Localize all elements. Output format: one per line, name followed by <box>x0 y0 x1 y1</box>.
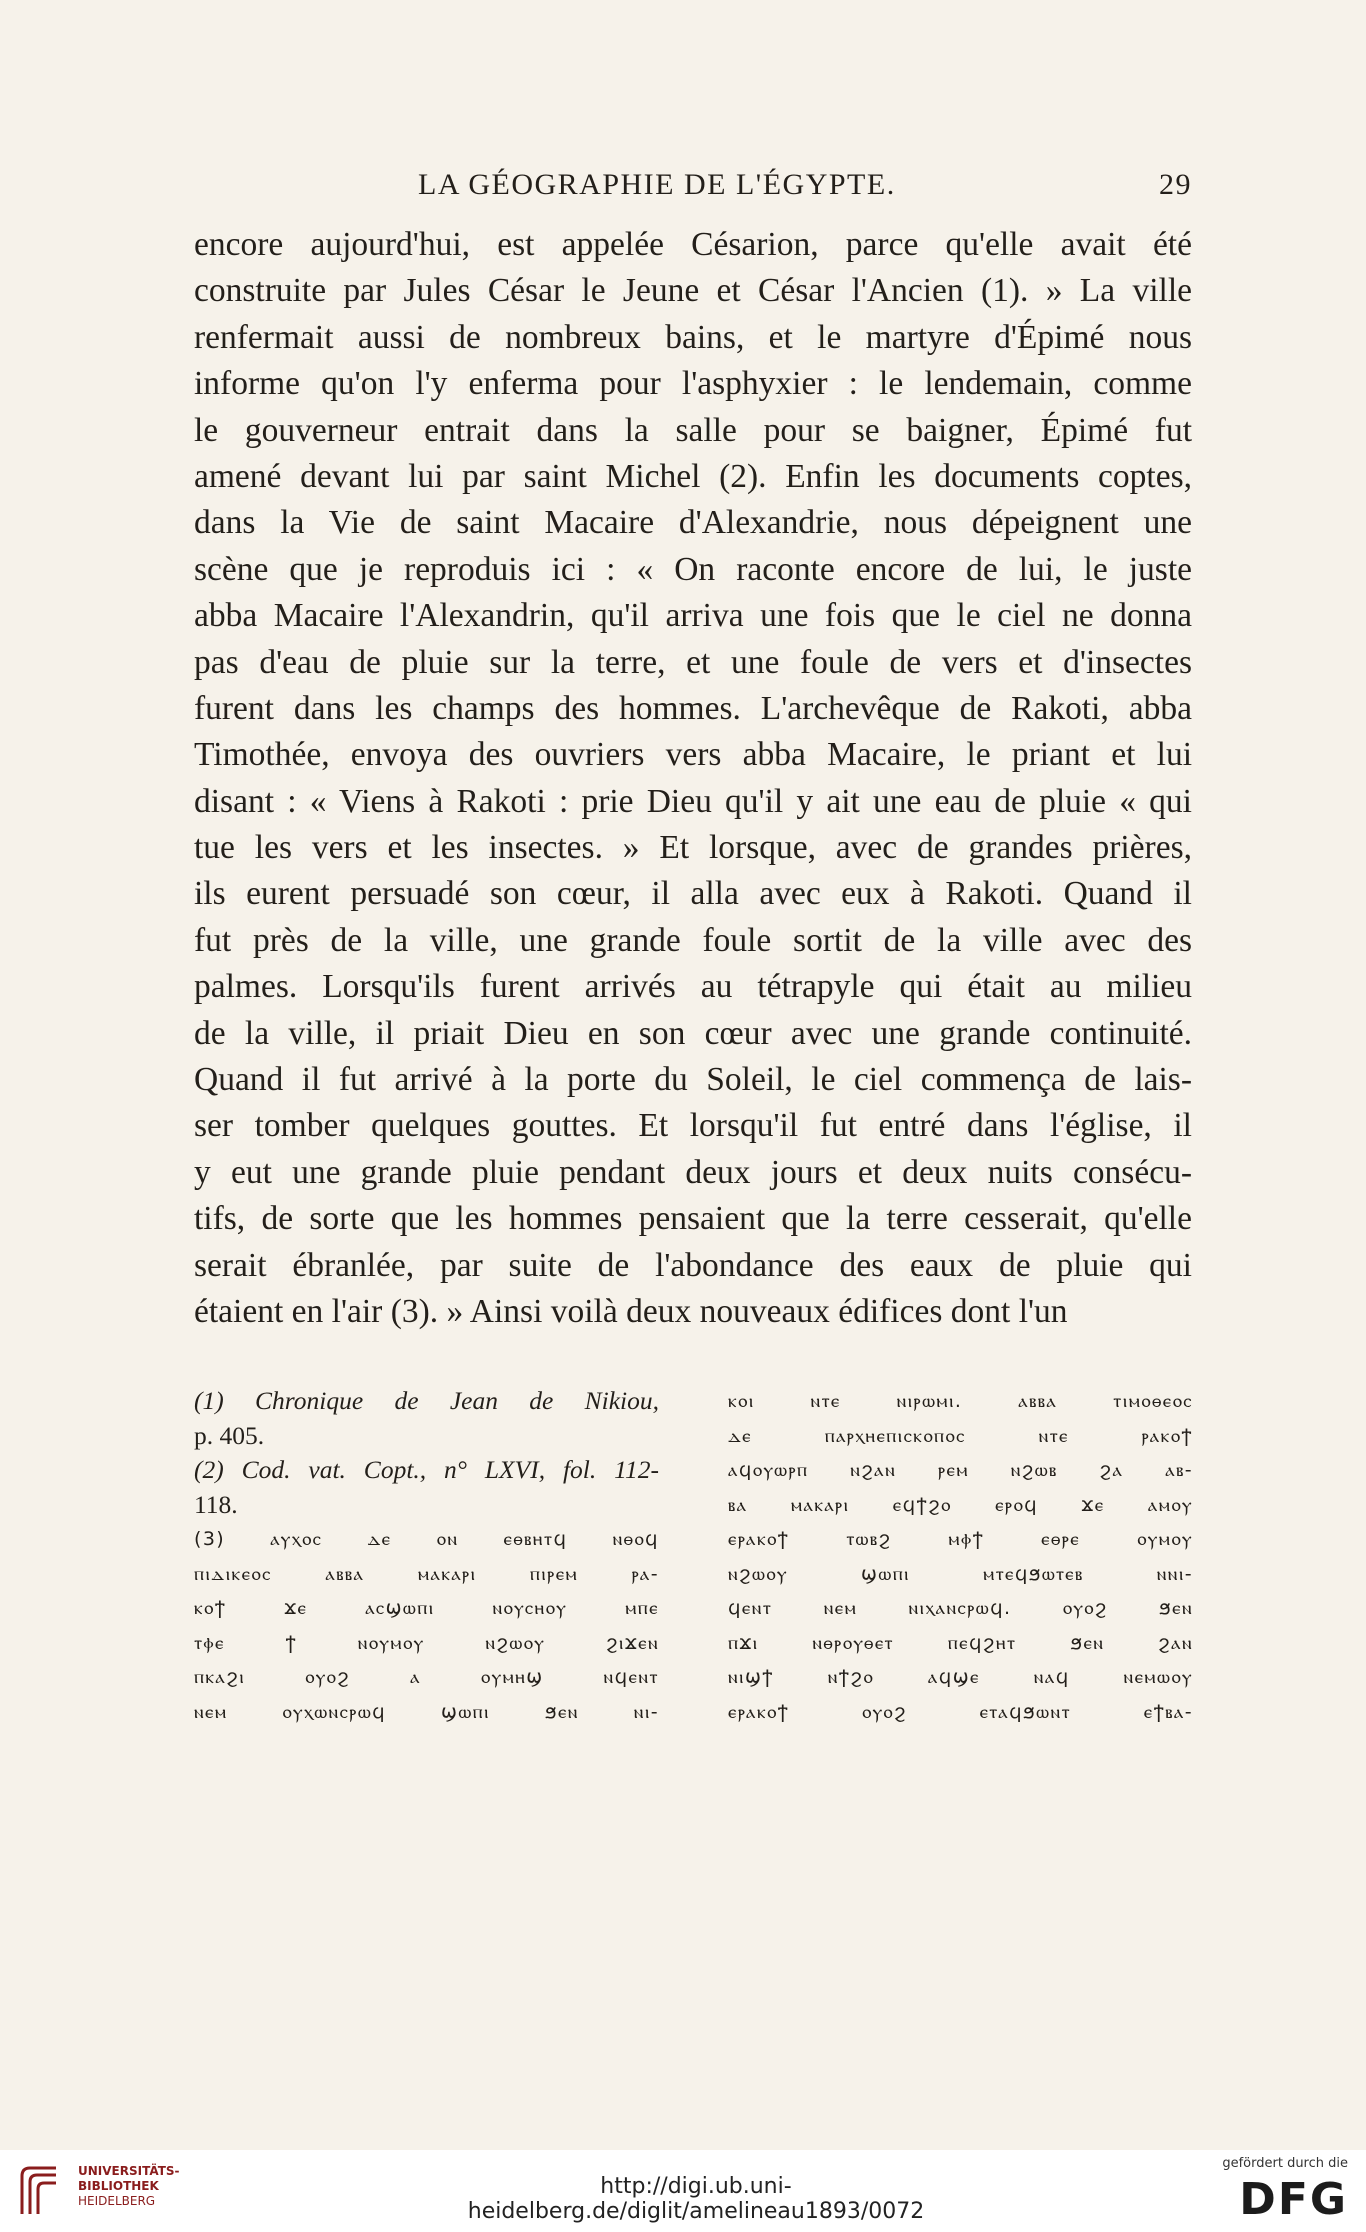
footnote-line: ⲡϫⲓ ⲛⲑⲣⲟⲩⲑⲉⲧ ⲡⲉϥϩⲏⲧ ϧⲉⲛ ϩⲁⲛ <box>728 1631 1193 1654</box>
body-line: construite par Jules César le Jeune et César l'Ancien (1). » La ville <box>194 272 1192 310</box>
body-text <box>194 222 1192 1335</box>
footnote-line: ⲉⲣⲁⲕⲟϯ ⲧⲱⲃϩ ⲙⲫϯ ⲉⲑⲣⲉ ⲟⲩⲙⲟⲩ <box>728 1528 1193 1550</box>
library-logo-icon <box>14 2162 64 2218</box>
dfg-logo: DFG <box>1239 2174 1348 2225</box>
footnote-line: ⲕⲟⲓ ⲛⲧⲉ ⲛⲓⲣⲱⲙⲓ. ⲁⲃⲃⲁ ⲧⲓⲙⲟⲑⲉⲟⲥ <box>728 1390 1193 1412</box>
body-line: furent dans les champs des hommes. L'archevêque de Rakoti, abba <box>194 689 1192 727</box>
permalink[interactable]: http://digi.ub.uni-heidelberg.de/diglit/amelineau1893/0072 <box>467 2174 925 2224</box>
library-name <box>78 2164 180 2209</box>
footnote-line: ⲡⲓⲇⲓⲕⲉⲟⲥ ⲁⲃⲃⲁ ⲙⲁⲕⲁⲣⲓ ⲡⲓⲣⲉⲙ ⲣⲁ- <box>194 1562 659 1585</box>
footnotes <box>194 1384 1192 1764</box>
footnote-line: ⲃⲁ ⲙⲁⲕⲁⲣⲓ ⲉϥϯϩⲟ ⲉⲣⲟϥ ϫⲉ ⲁⲙⲟⲩ <box>728 1493 1193 1516</box>
body-line: Timothée, envoya des ouvriers vers abba Macaire, le priant et lui <box>194 736 1192 774</box>
footnote-line: p. 405. <box>194 1420 265 1450</box>
library-name-line2: BIBLIOTHEK <box>78 2179 159 2193</box>
funding-note: gefördert durch die <box>1222 2156 1348 2171</box>
body-line: abba Macaire l'Alexandrin, qu'il arriva une fois que le ciel ne donna <box>194 597 1192 635</box>
running-title: LA GÉOGRAPHIE DE L'ÉGYPTE. <box>418 168 896 201</box>
footnote-line: ⲡⲕⲁϩⲓ ⲟⲩⲟϩ ⲁ ⲟⲩⲙⲏϣ ⲛϥⲉⲛⲧ <box>194 1666 659 1688</box>
body-line: ils eurent persuadé son cœur, il alla avec eux à Rakoti. Quand il <box>194 875 1192 913</box>
body-line: informe qu'on l'y enferma pour l'asphyxier : le lendemain, comme <box>194 365 1192 403</box>
body-line: étaient en l'air (3). » Ainsi voilà deux nouveaux édifices dont l'un <box>194 1292 1068 1330</box>
footnote-line: ϥⲉⲛⲧ ⲛⲉⲙ ⲛⲓⲭⲁⲛⲥⲣⲱϥ. ⲟⲩⲟϩ ϧⲉⲛ <box>728 1597 1193 1619</box>
running-head <box>194 168 1192 212</box>
footnote-line: ⲛⲓϣϯ ⲛϯϩⲟ ⲁϥϣⲉ ⲛⲁϥ ⲛⲉⲙⲱⲟⲩ <box>728 1666 1193 1688</box>
body-line: pas d'eau de pluie sur la terre, et une foule de vers et d'insectes <box>194 643 1192 681</box>
body-line: renfermait aussi de nombreux bains, et le martyre d'Épimé nous <box>194 318 1192 356</box>
footnote-line: ⲛϩⲱⲟⲩ ϣⲱⲡⲓ ⲙⲧⲉϥϧⲱⲧⲉⲃ ⲛⲛⲓ- <box>728 1562 1193 1585</box>
footnote-line: ⲉⲣⲁⲕⲟϯ ⲟⲩⲟϩ ⲉⲧⲁϥϧⲱⲛⲧ ⲉϯⲃⲁ- <box>728 1700 1193 1723</box>
body-line: disant : « Viens à Rakoti : prie Dieu qu'il y ait une eau de pluie « qui <box>194 782 1192 820</box>
body-line: ser tomber quelques gouttes. Et lorsqu'il fut entré dans l'église, il <box>194 1107 1192 1145</box>
footnote-line: ⲧⲫⲉ ϯ ⲛⲟⲩⲙⲟⲩ ⲛϩⲱⲟⲩ ϩⲓϫⲉⲛ <box>194 1631 659 1654</box>
body-line: tue les vers et les insectes. » Et lorsque, avec de grandes prières, <box>194 829 1192 867</box>
body-line: dans la Vie de saint Macaire d'Alexandrie, nous dépeignent une <box>194 504 1192 542</box>
footnote-line: (1) Chronique de Jean de Nikiou, <box>194 1386 659 1415</box>
footnote-line: ⲁϥⲟⲩⲱⲣⲡ ⲛϩⲁⲛ ⲣⲉⲙ ⲛϩⲱⲃ ϩⲁ ⲁⲃ- <box>728 1459 1193 1481</box>
body-line: de la ville, il priait Dieu en son cœur avec une grande continuité. <box>194 1014 1192 1052</box>
body-line: y eut une grande pluie pendant deux jours et deux nuits consécu- <box>194 1153 1192 1191</box>
body-line: scène que je reproduis ici : « On raconte encore de lui, le juste <box>194 550 1192 588</box>
body-line: palmes. Lorsqu'ils furent arrivés au tétrapyle qui était au milieu <box>194 968 1192 1006</box>
library-name-line1: UNIVERSITÄTS- <box>78 2164 180 2178</box>
body-line: tifs, de sorte que les hommes pensaient que la terre cesserait, qu'elle <box>194 1200 1192 1238</box>
body-line: encore aujourd'hui, est appelée Césarion, parce qu'elle avait été <box>194 226 1192 263</box>
footnotes-right-column <box>728 1384 1193 1729</box>
body-line: le gouverneur entrait dans la salle pour se baigner, Épimé fut <box>194 411 1192 449</box>
page-number: 29 <box>1159 168 1192 201</box>
body-line: serait ébranlée, par suite de l'abondance des eaux de pluie qui <box>194 1246 1192 1284</box>
body-line: amené devant lui par saint Michel (2). Enfin les documents coptes, <box>194 457 1192 495</box>
library-name-line3: HEIDELBERG <box>78 2194 156 2208</box>
footnote-line: 118. <box>194 1489 238 1519</box>
footnote-line: ⲇⲉ ⲡⲁⲣⲭⲏⲉⲡⲓⲥⲕⲟⲡⲟⲥ ⲛⲧⲉ ⲣⲁⲕⲟϯ <box>728 1424 1193 1447</box>
footnote-line: (2) Cod. vat. Copt., n° LXVI, fol. 112- <box>194 1455 659 1484</box>
body-line: fut près de la ville, une grande foule sortit de la ville avec des <box>194 921 1192 959</box>
footnote-line: ⲛⲉⲙ ⲟⲩⲭⲱⲛⲥⲣⲱϥ ϣⲱⲡⲓ ϧⲉⲛ ⲛⲓ- <box>194 1700 659 1723</box>
footnote-line: ⲕⲟϯ ϫⲉ ⲁⲥϣⲱⲡⲓ ⲛⲟⲩⲥⲏⲟⲩ ⲙⲡⲉ <box>194 1597 659 1619</box>
footnotes-left-column <box>194 1384 659 1729</box>
body-line: Quand il fut arrivé à la porte du Soleil, le ciel commença de lais- <box>194 1061 1192 1099</box>
digitization-footer <box>0 2150 1366 2232</box>
footnote-line: (3) ⲁⲩⲭⲟⲥ ⲇⲉ ⲟⲛ ⲉⲑⲃⲏⲧϥ ⲛⲑⲟϥ <box>194 1528 659 1550</box>
